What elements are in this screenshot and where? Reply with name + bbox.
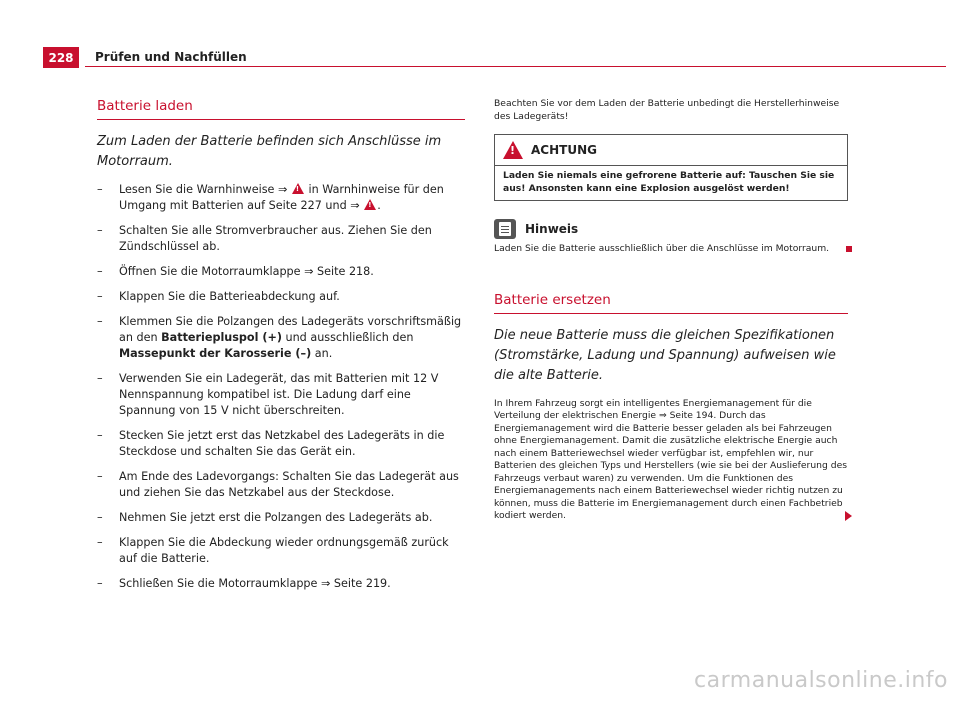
- list-item: – Lesen Sie die Warnhinweise ⇒ ! in Warnhinweise für den Umgang mit Batterien auf Seite 227 und ⇒ !.: [97, 182, 465, 214]
- list-item: – Am Ende des Ladevorgangs: Schalten Sie das Ladegerät aus und ziehen Sie das Netzkabel aus der Steckdose.: [97, 470, 459, 499]
- section-body: [494, 398, 848, 523]
- note-header: [494, 219, 848, 239]
- header-divider: [85, 66, 946, 67]
- list-item: – Schließen Sie die Motorraumklappe ⇒ Seite 219.: [97, 577, 391, 590]
- right-column: [494, 98, 848, 523]
- left-column: [97, 98, 465, 601]
- note-body: [494, 243, 848, 256]
- page-number: 228: [43, 47, 79, 68]
- section-batterie-ersetzen: [494, 292, 848, 523]
- list-item: – Klemmen Sie die Polzangen des Ladegeräts vorschriftsmäßig an den Batteriepluspol (+) und ausschließlich den Massepunkt der Karosserie (–) an.: [97, 315, 462, 360]
- page-header-title: Prüfen und Nachfüllen: [95, 50, 247, 64]
- note-icon: [494, 219, 516, 239]
- warning-box-header: [495, 135, 847, 166]
- list-item: – Klappen Sie die Batterieabdeckung auf.: [97, 290, 340, 303]
- section-title-batterie-ersetzen: Batterie ersetzen: [494, 292, 848, 314]
- section-body-text: In Ihrem Fahrzeug sorgt ein intelligentes Energiemanagement für die Verteilung der elektrischen Energie ⇒ Seite 194. Durch das Energiemanagement wird die Batterie besser geladen als bei Fahrzeugen ohne Energiemanagement. Damit die zusätzliche elektrische Energie auch nach einem Batteriewechsel wieder verfügbar ist, empfehlen wir, nur Batterien des gleichen Typs und Herstellers (wie sie bei der Auslieferung des Fahrzeugs verbaut waren) zu verwenden. Um die Funktionen des Energiemanagements nach einem Batteriewechsel wieder richtig nutzen zu können, muss die Batterie im Energiemanagement durch einen Fachbetrieb kodiert werden.: [494, 397, 848, 521]
- list-item: – Öffnen Sie die Motorraumklappe ⇒ Seite 218.: [97, 265, 374, 278]
- warning-label: ACHTUNG: [531, 143, 597, 157]
- note-label: Hinweis: [525, 222, 579, 236]
- section-end-marker: [846, 246, 852, 252]
- section-title-batterie-laden: Batterie laden: [97, 98, 465, 120]
- list-item: – Nehmen Sie jetzt erst die Polzangen des Ladegeräts ab.: [97, 511, 433, 524]
- list-item: – Schalten Sie alle Stromverbraucher aus. Ziehen Sie den Zündschlüssel ab.: [97, 224, 432, 253]
- continue-arrow-icon: [845, 511, 852, 521]
- step-list: [97, 182, 465, 592]
- list-item: – Klappen Sie die Abdeckung wieder ordnungsgemäß zurück auf die Batterie.: [97, 536, 449, 565]
- section-intro: Zum Laden der Batterie befinden sich Anschlüsse im Motorraum.: [97, 134, 442, 169]
- charger-note: Beachten Sie vor dem Laden der Batterie unbedingt die Herstellerhinweise des Ladegeräts!: [494, 98, 840, 122]
- warning-triangle-icon[interactable]: [364, 199, 376, 210]
- list-item: – Stecken Sie jetzt erst das Netzkabel des Ladegeräts in die Steckdose und schalten Sie das Gerät ein.: [97, 429, 445, 458]
- watermark: carmanualsonline.info: [694, 668, 948, 693]
- warning-triangle-icon: [503, 141, 523, 159]
- note-text: Laden Sie die Batterie ausschließlich über die Anschlüsse im Motorraum.: [494, 243, 830, 254]
- warning-triangle-icon[interactable]: [292, 183, 304, 194]
- section-intro: Die neue Batterie muss die gleichen Spezifikationen (Stromstärke, Ladung und Spannung) aufweisen wie die alte Batterie.: [494, 327, 836, 383]
- warning-box: [494, 134, 848, 201]
- warning-text: Laden Sie niemals eine gefrorene Batterie auf: Tauschen Sie sie aus! Ansonsten kann eine Explosion ausgelöst werden!: [503, 170, 835, 194]
- list-item: – Verwenden Sie ein Ladegerät, das mit Batterien mit 12 V Nennspannung kompatibel ist. Die Ladung darf eine Spannung von 15 V nicht überschreiten.: [97, 372, 439, 417]
